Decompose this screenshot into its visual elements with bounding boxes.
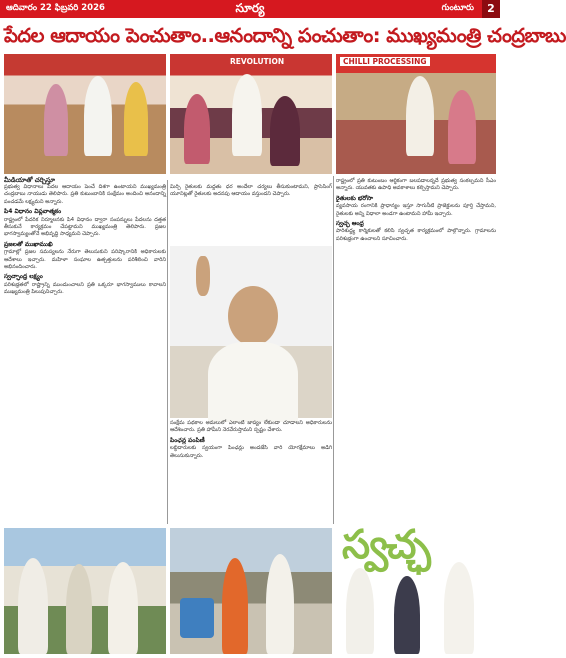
paragraph: సంక్షేమ పథకాల అమలులో ఎలాంటి జాప్యం లేకుండా చూడాలని అధికారులను ఆదేశించారు. ప్రతి హామీని నెరవేరుస్తామని స్పష్టం చేశారు.: [170, 420, 332, 434]
subheading: రైతులకు భరోసా: [336, 194, 374, 202]
paragraph: మిర్చి రైతులకు మద్దతు ధర అందేలా చర్యలు తీసుకుంటామని, ప్రాసెసింగ్ యూనిట్లతో రైతులకు అదనపు ఆదాయం వస్తుందని చెప్పారు.: [170, 184, 332, 198]
person-figure: [448, 90, 476, 164]
subheading: స్వచ్ఛాంధ్ర లక్ష్యం: [4, 273, 43, 281]
swachh-logo-text: స్వచ్ఛ: [342, 522, 429, 568]
raised-hand: [196, 256, 210, 296]
paragraph: రాష్ట్రంలో పేదరిక నిర్మూలనకు పి4 విధానం ద్వారా సంపన్నులు పేదలను దత్తత తీసుకునే కార్యక్రమం చేపట్టామని ముఖ్యమంత్రి తెలిపారు. ప్రజల భాగస్వామ్యంతోనే అభివృద్ధి సాధ్యమని చెప్పారు.: [4, 216, 166, 238]
subheading: పింఛన్ల పంపిణీ: [170, 436, 205, 444]
subheading: ప్రజలతో ముఖాముఖి: [4, 240, 53, 248]
person-figure: [266, 554, 294, 654]
paragraph: పారిశుద్ధ్య కార్మికులతో కలిసి స్వచ్ఛత కార్యక్రమంలో పాల్గొన్నారు. గ్రామాలను పరిశుభ్రంగా ఉంచాలని సూచించారు.: [336, 228, 496, 242]
person-figure: [270, 96, 300, 166]
banner-text: REVOLUTION: [230, 57, 285, 66]
subheading: స్వచ్ఛ ఆంధ్ర: [336, 220, 364, 228]
subheading: పి4 విధానం విప్లవాత్మకం: [4, 208, 62, 216]
photo-cleaning-drive: [4, 528, 166, 654]
photo-swachh-andhra: [336, 522, 496, 654]
person-figure: [222, 558, 248, 654]
person-figure: [18, 558, 48, 654]
paragraph: పరిశుభ్రతలో రాష్ట్రాన్ని ముందుంచాలని ప్రతి ఒక్కరూ భాగస్వాములు కావాలని ముఖ్యమంత్రి పిలుపునిచ్చారు.: [4, 281, 166, 296]
top-bar: [0, 0, 500, 18]
person-figure: [346, 568, 374, 654]
column-divider: [333, 176, 334, 524]
edition-city: గుంటూరు: [441, 3, 474, 13]
banner-text: CHILLI PROCESSING: [340, 57, 430, 66]
person-figure: [406, 76, 434, 156]
page-number: 2: [482, 0, 500, 18]
person-figure: [184, 94, 210, 164]
photo-caption: మీడియాతో చర్చిస్తూ: [4, 176, 55, 184]
photo-cm-meeting: [4, 54, 166, 174]
person-figure: [84, 76, 112, 156]
paragraph: లబ్ధిదారులకు స్వయంగా పింఛన్లు అందజేసి వారి యోగక్షేమాలు అడిగి తెలుసుకున్నారు.: [170, 445, 332, 459]
paragraph: రాష్ట్రంలో ప్రతి కుటుంబం ఆర్థికంగా బలపడాలన్నదే ప్రభుత్వ సంకల్పమని సీఎం అన్నారు. యువతకు ఉపాధి అవకాశాలు కల్పిస్తామని చెప్పారు.: [336, 178, 496, 192]
paragraph: గ్రామాల్లో ప్రజల సమస్యలను నేరుగా తెలుసుకుని పరిష్కారానికి అధికారులకు ఆదేశాలు ఇచ్చారు. మహిళా సంఘాల ఉత్పత్తులను పరిశీలించి వారిని అభినందించారు.: [4, 249, 166, 271]
main-headline: పేదల ఆదాయం పెంచుతాం..ఆనందాన్ని పంచుతాం: ముఖ్యమంత్రి చంద్రబాబు: [4, 24, 566, 47]
cm-shirt: [208, 342, 298, 422]
person-figure: [108, 562, 138, 654]
photo-cm-portrait: [170, 246, 332, 418]
person-figure: [444, 562, 474, 654]
paragraph: వ్యవసాయ రంగానికి ప్రాధాన్యం ఇస్తూ సాగునీటి ప్రాజెక్టులను పూర్తి చేస్తామని, రైతులకు అన్ని విధాలా అండగా ఉంటామని హామీ ఇచ్చారు.: [336, 203, 496, 217]
article-column-2-top: [170, 184, 332, 246]
person-figure: [44, 84, 68, 156]
article-column-1: [4, 184, 166, 522]
person-figure: [232, 74, 262, 156]
masthead: సూర్య: [235, 1, 265, 15]
photo-sanitation-workers: [170, 528, 332, 654]
issue-date: ఆదివారం 22 ఫిబ్రవరి 2026: [6, 3, 105, 13]
paragraph: ప్రభుత్వ విధానాలు పేదల ఆదాయం పెంచే దిశగా ఉంటాయని ముఖ్యమంత్రి చంద్రబాబు నాయుడు తెలిపారు. ప్రతి కుటుంబానికి సంక్షేమం అందించి ఆనందాన్ని పంచడమే లక్ష్యమని అన్నారు.: [4, 184, 166, 205]
photo-chilli-processing: [336, 54, 496, 174]
cm-face: [228, 286, 278, 346]
article-column-2-bottom: [170, 420, 332, 524]
dustbin: [180, 598, 214, 638]
person-figure: [394, 576, 420, 654]
photo-cm-women-group: [170, 54, 332, 174]
article-column-3: [336, 178, 496, 528]
column-divider: [167, 180, 168, 524]
person-figure: [124, 82, 148, 156]
person-figure: [66, 564, 92, 654]
